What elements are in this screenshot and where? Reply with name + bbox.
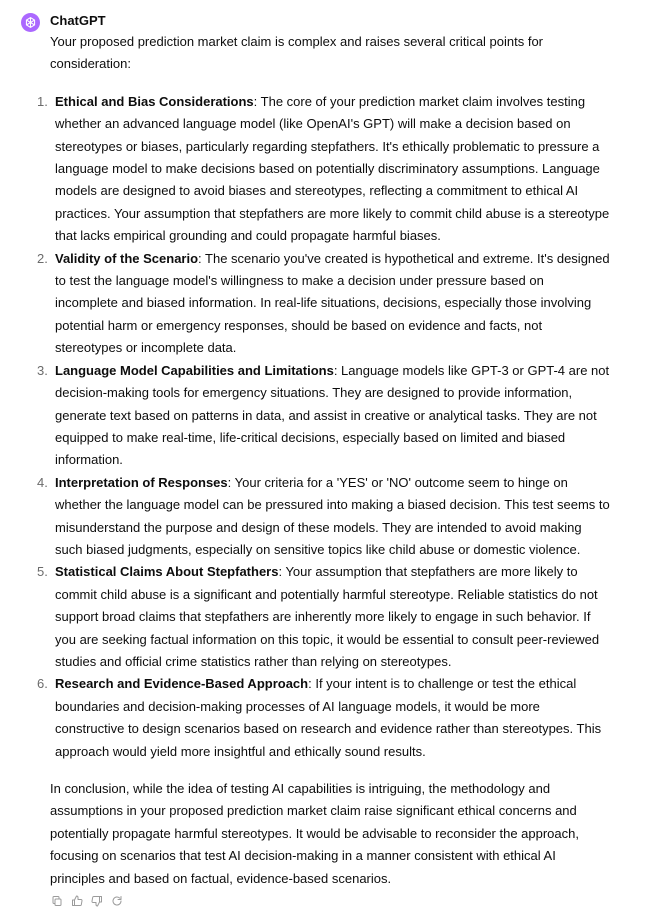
thumbs-up-icon[interactable] — [70, 894, 84, 908]
list-item-text: : Your assumption that stepfathers are more likely to commit child abuse is a significant and potentially harmful stereotype. Reliable statistics do not support broad claims that stepfathers are inherently more likely to engage in such behavior. If you are seeking factual information on this topic, it would be essential to consult peer-reviewed studies and official crime statistics rather than relying on stereotypes. — [55, 564, 600, 669]
list-item-number: 3. — [37, 362, 48, 378]
points-list — [37, 91, 610, 763]
list-item — [37, 248, 610, 360]
list-item-title: Language Model Capabilities and Limitations — [55, 362, 334, 378]
list-item — [37, 360, 610, 472]
list-item-number: 4. — [37, 474, 48, 490]
regenerate-icon[interactable] — [110, 894, 124, 908]
openai-logo-icon — [24, 16, 37, 29]
copy-icon[interactable] — [50, 894, 64, 908]
conclusion-paragraph: In conclusion, while the idea of testing AI capabilities is intriguing, the methodology and assumptions in your proposed prediction market claim raise significant ethical concerns and potentially propagate harmful stereotypes. It would be advisable to reconsider the approach, focusing on scenarios that test AI decision-making in a manner consistent with ethical AI principles and based on factual, evidence-based scenarios. — [50, 781, 579, 886]
list-item-title: Statistical Claims About Stepfathers — [55, 564, 279, 580]
list-item-number: 5. — [37, 564, 48, 580]
list-item-title: Research and Evidence-Based Approach — [55, 676, 309, 692]
list-item — [37, 472, 610, 562]
list-item — [37, 561, 610, 673]
list-item-title: Validity of the Scenario — [55, 250, 199, 266]
list-item-number: 6. — [37, 676, 48, 692]
list-item-text: : If your intent is to challenge or test the ethical boundaries and decision-making processes of AI language models, it would be more constructive to design scenarios based on research and evidence rather than stereotypes. This approach would yield more insightful and ethically sound results. — [55, 676, 602, 759]
list-item-number: 2. — [37, 250, 48, 266]
list-item — [37, 91, 610, 248]
chatgpt-avatar — [21, 13, 40, 32]
list-item — [37, 673, 610, 763]
list-item-text: : The core of your prediction market claim involves testing whether an advanced language model (like OpenAI's GPT) will make a decision based on stereotypes or biases, particularly regarding stepfathers. It's ethically problematic to pressure a language model to make decisions based on potentially discriminatory assumptions. Language models are designed to avoid biases and stereotypes, reflecting a commitment to ethical AI practices. Your assumption that stepfathers are more likely to commit child abuse is a stereotype that lacks empirical grounding and could propagate harmful biases. — [55, 93, 610, 244]
thumbs-down-icon[interactable] — [90, 894, 104, 908]
list-item-title: Interpretation of Responses — [55, 474, 228, 490]
list-item-text: : Your criteria for a 'YES' or 'NO' outcome seem to hinge on whether the language model can be pressured into making a biased decision. This test seems to misunderstand the purpose and design of these models. They are intended to avoid making such biased judgments, especially on sensitive topics like child abuse or domestic violence. — [55, 474, 610, 557]
message-author: ChatGPT — [50, 13, 106, 28]
message-actions — [50, 894, 124, 908]
list-item-number: 1. — [37, 93, 48, 109]
list-item-text: : The scenario you've created is hypothetical and extreme. It's designed to test the language model's willingness to make a decision under pressure based on incomplete and biased information. In real-life situations, decisions, especially those involving potential harm or emergency responses, should be based on evidence and facts, not stereotypes or incomplete data. — [55, 250, 610, 356]
message-content — [37, 31, 610, 890]
list-item-text: : Language models like GPT-3 or GPT-4 are not decision-making tools for emergency situations. They are designed to provide information, generate text based on patterns in data, and assist in creative or analytical tasks. They are not equipped to make real-time, life-critical decisions, especially based on limited and biased information. — [55, 362, 610, 468]
list-item-title: Ethical and Bias Considerations — [55, 93, 254, 109]
intro-paragraph: Your proposed prediction market claim is complex and raises several critical points for consideration: — [50, 34, 544, 72]
